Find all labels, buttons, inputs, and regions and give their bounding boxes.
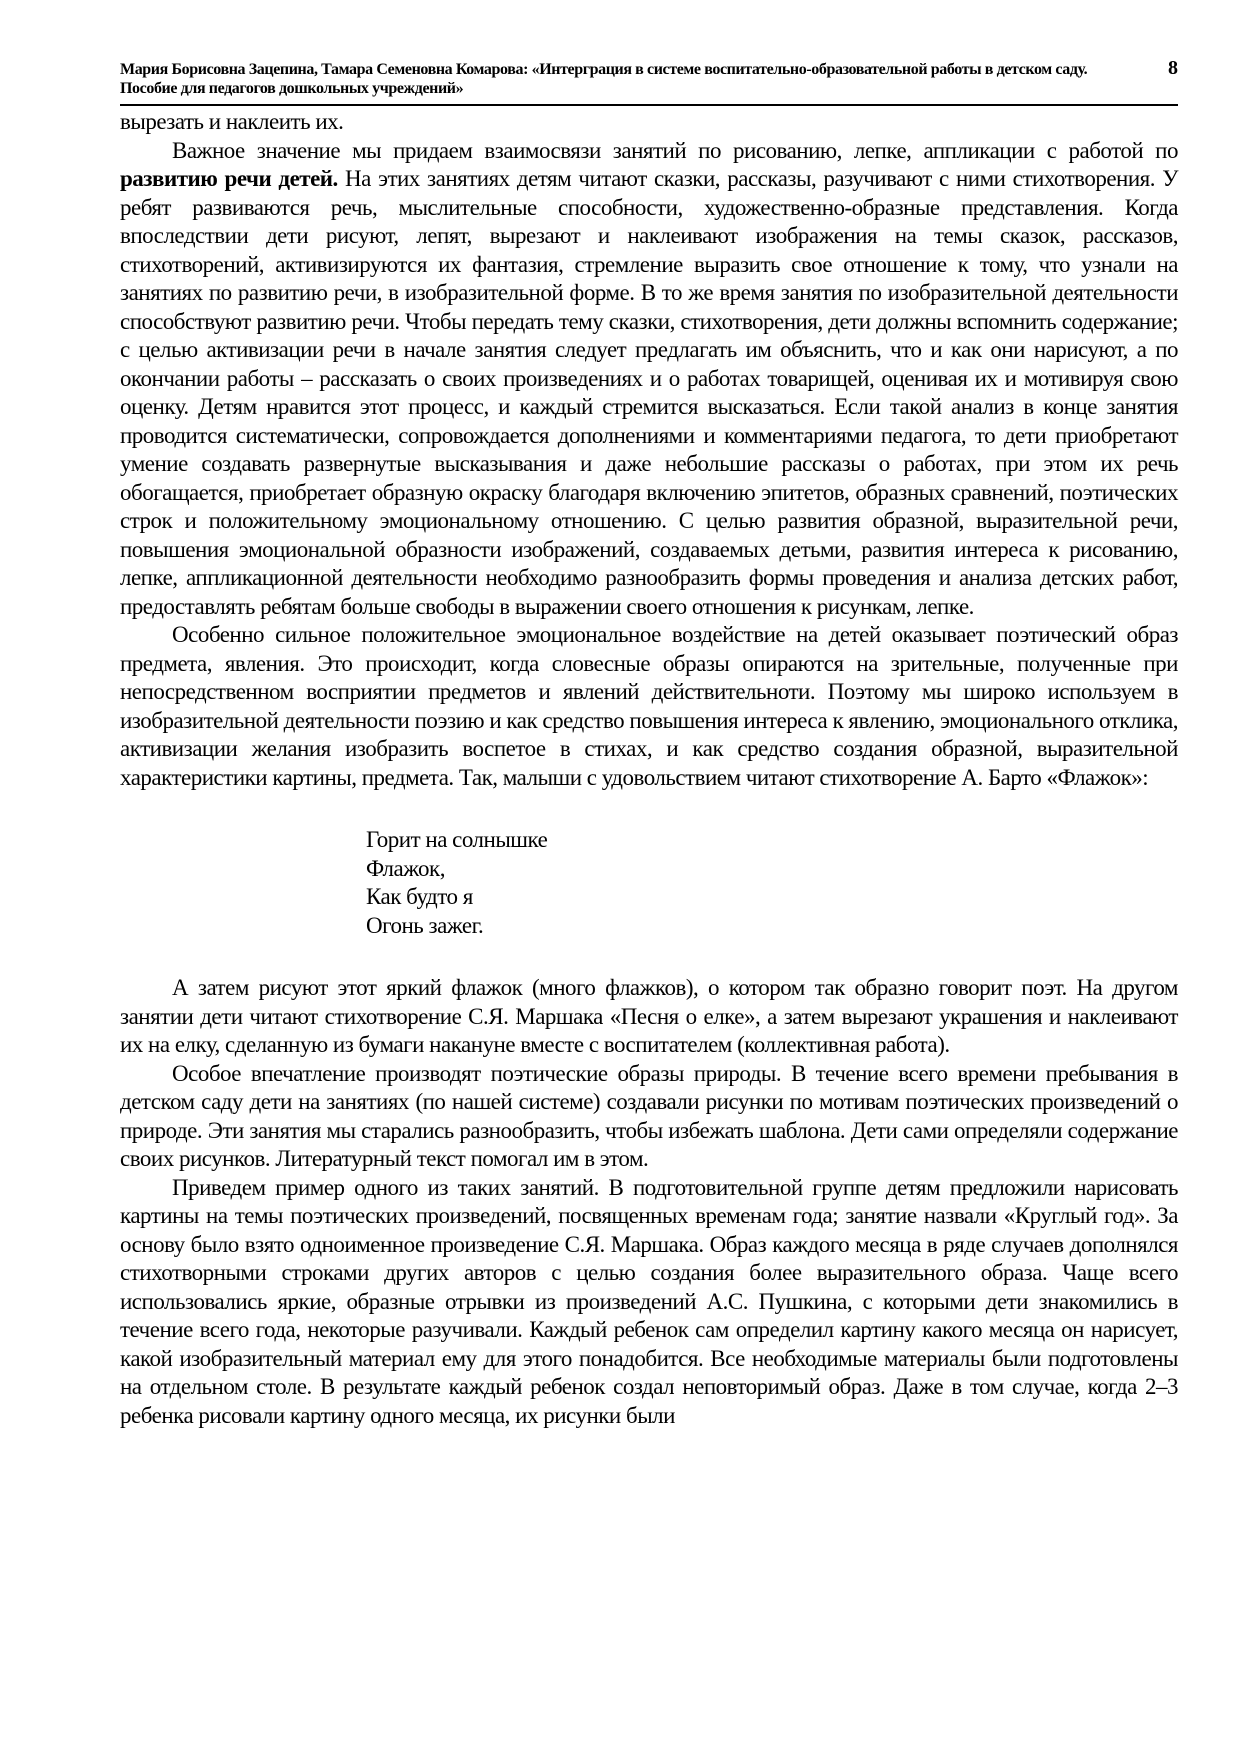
poem-line: Флажок,	[366, 855, 445, 881]
paragraph-poetic-image: Особенно сильное положительное эмоциональное воздействие на детей оказывает поэтический образ предмета, явления. Это происходит, когда словесные образы опираются на зрительные, полученные при непосредственном восприятии предметов и явлений действительноти. Поэтому мы широко используем в изобразительной деятельности поэзию и как средство повышения интереса к явлению, эмоционального отклика, активизации желания изобразить воспетое в стихах, и как средство создания образной, выразительной характеристики картины, предмета. Так, малыши с удовольствием читают стихотворение А. Барто «Флажок»:	[120, 622, 1178, 790]
paragraph-speech-development	[120, 137, 1178, 622]
paragraph-continuation: вырезать и наклеить их.	[120, 109, 344, 134]
poem-line: Горит на солнышке	[366, 827, 548, 852]
body-text	[120, 108, 1178, 1430]
poem-line: Огонь зажег.	[366, 912, 484, 938]
poem-flag	[366, 826, 1178, 940]
paragraph-round-year: Приведем пример одного из таких занятий. В подготовительной группе детям предложили нарисовать картины на темы поэтических произведений, посвященных временам года; занятие назвали «Круглый год». За основу было взято одноименное произведение С.Я. Маршака. Образ каждого месяца в ряде случаев дополнялся стихотворными строками других авторов с целью создания более выразительного образа. Чаще всего использовались яркие, образные отрывки из произведений А.С. Пушкина, с которыми дети знакомились в течение всего года, некоторые разучивали. Каждый ребенок сам определил картину какого месяца он нарисует, какой изобразительный материал ему для этого понадобится. Все необходимые материалы были подготовлены на отдельном столе. В результате каждый ребенок создал неповторимый образ. Даже в том случае, когда 2–3 ребенка рисовали картину одного месяца, их рисунки были	[120, 1174, 1178, 1428]
paragraph-drawing-flag: А затем рисуют этот яркий флажок (много флажков), о котором так образно говорит поэт. На другом занятии дети читают стихотворение С.Я. Маршака «Песня о елке», а затем вырезают украшения и наклеивают их на елку, сделанную из бумаги накануне вместе с воспитателем (коллективная работа).	[120, 975, 1178, 1057]
header-title: Мария Борисовна Зацепина, Тамара Семеновна Комарова: «Интергрaция в системе воспитательно-образовательной работы в детском саду. Пособие для педагогов дошкольных учреждений»	[120, 61, 1088, 97]
paragraph-text: На этих занятиях детям читают сказки, рассказы, разучивают с ними стихотворения. У ребят развиваются речь, мыслительные способности, художественно-образные представления. Когда впоследствии дети рисуют, лепят, вырезают и наклеивают изображения на темы сказок, рассказов, стихотворений, активизируются их фантазия, стремление выразить свое отношение к тому, что узнали на занятиях по развитию речи, в изобразительной форме. В то же время занятия по изобразительной деятельности способствуют развитию речи. Чтобы передать тему сказки, стихотворения, дети должны вспомнить содержание; с целью активизации речи в начале занятия следует предлагать им объяснить, что и как они нарисуют, а по окончании работы – рассказать о своих произведениях и о работах товарищей, оценивая их и мотивируя свою оценку. Детям нравится этот процесс, и каждый стремится высказаться. Если такой анализ в конце занятия проводится систематически, сопровождается дополнениями и комментариями педагога, то дети приобретают умение создавать развернутые высказывания и даже небольшие рассказы о работах, при этом их речь обогащается, приобретает образную окраску благодаря включению эпитетов, образных сравнений, поэтических строк и положительному эмоциональному отношению. С целью развития образной, выразительной речи, повышения эмоциональной образности изображений, создаваемых детьми, развития интереса к рисованию, лепке, аппликационной деятельности необходимо разнообразить формы проведения и анализа детских работ, предоставлять ребятам больше свободы в выражении своего отношения к рисункам, лепке.	[120, 166, 1178, 619]
page-header	[120, 57, 1178, 106]
paragraph-text: Важное значение мы придаем взаимосвязи занятий по рисованию, лепке, аппликации с работой по	[172, 137, 1178, 163]
paragraph-nature-images: Особое впечатление производят поэтические образы природы. В течение всего времени пребывания в детском саду дети на занятиях (по нашей системе) создавали рисунки по мотивам поэтических произведений о природе. Эти занятия мы старались разнообразить, чтобы избежать шаблона. Дети сами определяли содержание своих рисунков. Литературный текст помогал им в этом.	[120, 1060, 1178, 1171]
emphasis-speech-development: развитию речи детей.	[120, 166, 338, 191]
page-number: 8	[1168, 57, 1178, 79]
poem-line: Как будто я	[366, 884, 473, 909]
